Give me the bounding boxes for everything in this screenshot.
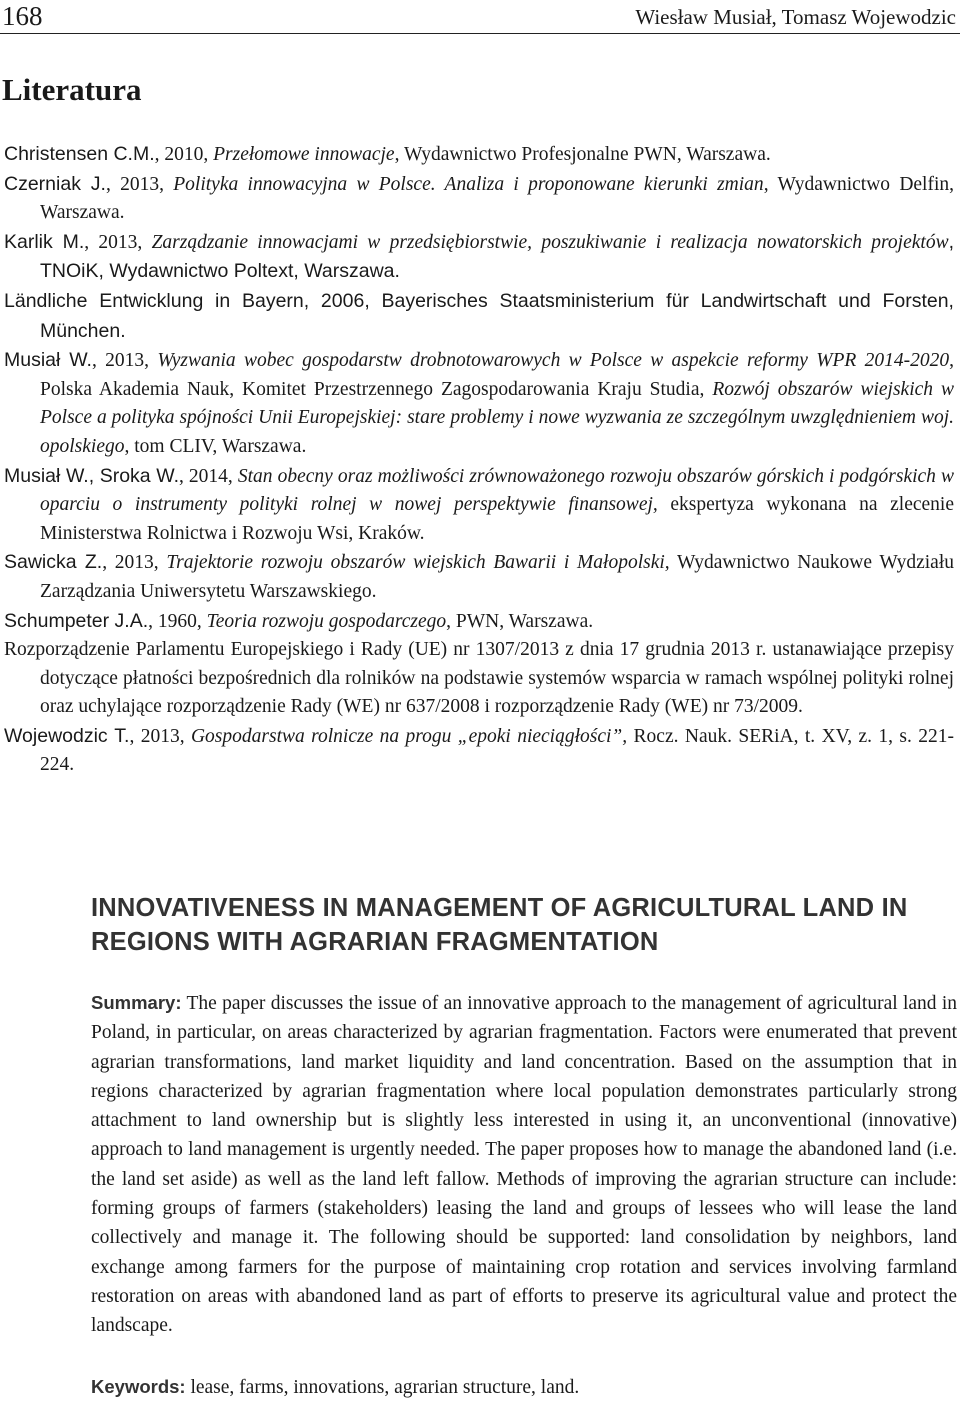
reference-item: Musiał W., 2013, Wyzwania wobec gospodarstw drobnotowarowych w Polsce w aspekcie reformy WPR 2014-2020, Polska Akademia Nauk, Komitet Przestrzennego Zagospodarowania Kraju Studia, Rozwój obszarów wiejskich w Polsce a polityka spójności Unii Europejskiej: stare problemy i nowe wyzwania ze szczególnym uwzględnieniem woj. opolskiego, tom CLIV, Warszawa.: [4, 349, 955, 457]
page-header: [0, 0, 960, 36]
reference-item: Karlik M., 2013, Zarządzanie innowacjami w przedsiębiorstwie, poszukiwanie i realizacja nowatorskich projektów, TNOiK, Wydawnictwo Poltext, Warszawa.: [4, 230, 954, 283]
reference-item: Rozporządzenie Parlamentu Europejskiego i Rady (UE) nr 1307/2013 z dnia 17 grudnia 2013 r. ustanawiające przepisy dotyczące płatności bezpośrednich dla rolników na podstawie systemów wsparcia w ramach wspólnej polityki rolnej oraz uchylające rozporządzenie Rady (WE) nr 637/2008 i rozporządzenie Rady (WE) nr 73/2009.: [4, 639, 954, 718]
page-number: 168: [2, 1, 43, 31]
english-title: INNOVATIVENESS IN MANAGEMENT OF AGRICULTURAL LAND IN REGIONS WITH AGRARIAN FRAGMENTATION: [91, 894, 908, 956]
summary-text: The paper discusses the issue of an innovative approach to the management of agricultural land in Poland, in particular, on areas characterized by agrarian fragmentation. Factors were enumerated that prevent agrarian transformations, land market liquidity and land concentration. Based on the assumption that in regions characterized by agrarian fragmentation where local population demonstrates particularly strong attachment to land ownership but is slightly less interested in using it, an unconventional (innovative) approach to land management is urgently needed. The paper proposes how to manage the abandoned land (i.e. the land set aside) as well as the land left fallow. Methods of improving the agrarian structure can include: forming groups of farmers (stakeholders) leasing the land and groups of lessees who will lease the land collectively and manage it. The following should be supported: land consolidation by neighbors, land exchange among farmers for the purpose of maintaining crop rotation and services involving farmland restoration on areas with abandoned land as part of efforts to preserve its agricultural value and protect the landscape.: [91, 993, 957, 1337]
reference-item: Christensen C.M., 2010, Przełomowe innowacje, Wydawnictwo Profesjonalne PWN, Warszawa.: [4, 143, 771, 165]
reference-item: Ländliche Entwicklung in Bayern, 2006, Bayerisches Staatsministerium für Landwirtschaft und Forsten, München.: [4, 289, 954, 342]
keywords-text: lease, farms, innovations, agrarian structure, land.: [190, 1377, 580, 1398]
header-rule: [0, 33, 960, 34]
keywords-label: Keywords:: [91, 1376, 186, 1397]
running-head-authors: Wiesław Musiał, Tomasz Wojewodzic: [635, 5, 956, 29]
summary-paragraph: [91, 988, 957, 1341]
reference-item: Sawicka Z., 2013, Trajektorie rozwoju obszarów wiejskich Bawarii i Małopolski, Wydawnictwo Naukowe Wydziału Zarządzania Uniwersytetu Warszawskiego.: [4, 551, 955, 602]
reference-list: [4, 140, 954, 780]
literature-heading: Literatura: [2, 72, 142, 107]
reference-item: Wojewodzic T., 2013, Gospodarstwa rolnicze na progu „epoki nieciągłości”, Rocz. Nauk. SERiA, t. XV, z. 1, s. 221-224.: [4, 724, 955, 776]
reference-item: Czerniak J., 2013, Polityka innowacyjna w Polsce. Analiza i proponowane kierunki zmian, Wydawnictwo Delfin, Warszawa.: [4, 172, 955, 224]
keywords-line: [91, 1373, 579, 1402]
reference-item: Musiał W., Sroka W., 2014, Stan obecny oraz możliwości zrównoważonego rozwoju obszarów górskich i podgórskich w oparciu o instrumenty polityki rolnej w nowej perspektywie finansowej, ekspertyza wykonana na zlecenie Ministerstwa Rolnictwa i Rozwoju Wsi, Kraków.: [4, 464, 954, 544]
reference-item: Schumpeter J.A., 1960, Teoria rozwoju gospodarczego, PWN, Warszawa.: [4, 609, 594, 632]
summary-label: Summary:: [91, 992, 182, 1013]
